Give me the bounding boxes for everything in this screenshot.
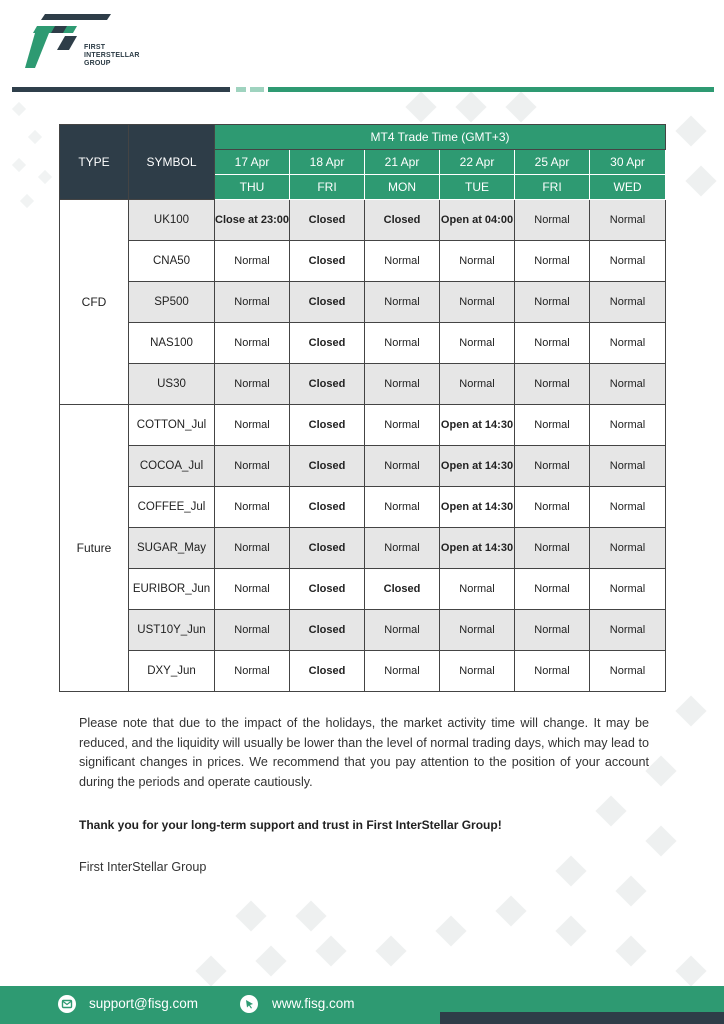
schedule-cell: Closed — [290, 446, 365, 487]
schedule-cell: Normal — [590, 487, 666, 528]
table-row — [60, 200, 666, 241]
header-day: WED — [590, 175, 666, 200]
schedule-cell: Closed — [290, 241, 365, 282]
schedule-cell: Normal — [365, 364, 440, 405]
symbol-cell: UK100 — [129, 200, 215, 241]
header-day: MON — [365, 175, 440, 200]
brand-name — [84, 44, 140, 68]
schedule-cell: Normal — [440, 569, 515, 610]
symbol-cell: COCOA_Jul — [129, 446, 215, 487]
holiday-notice: Please note that due to the impact of the holidays, the market activity time will change. It may be reduced, and the liquidity will usually be lower than the level of normal trading days, which may lead to significant changes in prices. We recommend that you pay attention to the position of your account during the periods and operate cautiously. — [79, 716, 649, 789]
symbol-cell: US30 — [129, 364, 215, 405]
table-row — [60, 610, 666, 651]
header-date: 25 Apr — [515, 150, 590, 175]
schedule-cell: Closed — [365, 200, 440, 241]
schedule-cell: Closed — [290, 610, 365, 651]
type-cell: Future — [60, 405, 129, 692]
schedule-cell: Closed — [290, 200, 365, 241]
schedule-cell: Normal — [515, 446, 590, 487]
schedule-cell: Normal — [365, 323, 440, 364]
footer-website-link[interactable]: www.fisg.com — [272, 996, 355, 1011]
schedule-cell: Closed — [290, 282, 365, 323]
table-row — [60, 487, 666, 528]
schedule-cell: Normal — [590, 528, 666, 569]
header-divider-dark — [12, 87, 230, 92]
table-row — [60, 323, 666, 364]
footer-email-link[interactable]: support@fisg.com — [89, 996, 198, 1011]
schedule-cell: Normal — [440, 610, 515, 651]
schedule-cell: Closed — [365, 569, 440, 610]
header-divider-green — [268, 87, 714, 92]
schedule-cell: Normal — [515, 200, 590, 241]
schedule-cell: Normal — [215, 651, 290, 692]
signature: First InterStellar Group — [79, 860, 207, 874]
table-body — [60, 200, 666, 692]
table-row — [60, 241, 666, 282]
schedule-cell: Normal — [590, 446, 666, 487]
symbol-cell: CNA50 — [129, 241, 215, 282]
table-row — [60, 569, 666, 610]
schedule-cell: Normal — [515, 323, 590, 364]
type-cell: CFD — [60, 200, 129, 405]
schedule-cell: Normal — [590, 610, 666, 651]
schedule-cell: Normal — [215, 446, 290, 487]
schedule-cell: Normal — [365, 282, 440, 323]
schedule-cell: Normal — [515, 610, 590, 651]
header-day: THU — [215, 175, 290, 200]
schedule-cell: Close at 23:00 — [215, 200, 290, 241]
schedule-cell: Normal — [215, 282, 290, 323]
schedule-cell: Normal — [215, 610, 290, 651]
brand-line-3: GROUP — [84, 60, 111, 67]
schedule-cell: Normal — [590, 200, 666, 241]
schedule-cell: Normal — [590, 651, 666, 692]
schedule-cell: Normal — [365, 241, 440, 282]
schedule-cell: Closed — [290, 569, 365, 610]
schedule-cell: Open at 14:30 — [440, 446, 515, 487]
schedule-cell: Normal — [515, 405, 590, 446]
header-symbol: SYMBOL — [129, 125, 215, 200]
schedule-cell: Closed — [290, 528, 365, 569]
schedule-cell: Normal — [515, 651, 590, 692]
schedule-cell: Closed — [290, 487, 365, 528]
schedule-cell: Normal — [215, 528, 290, 569]
symbol-cell: NAS100 — [129, 323, 215, 364]
symbol-cell: SUGAR_May — [129, 528, 215, 569]
schedule-cell: Normal — [215, 364, 290, 405]
brand-line-1: FIRST — [84, 44, 106, 51]
schedule-cell: Normal — [515, 364, 590, 405]
schedule-cell: Normal — [215, 323, 290, 364]
thank-you-message: Thank you for your long-term support and trust in First InterStellar Group! — [79, 818, 502, 832]
symbol-cell: COFFEE_Jul — [129, 487, 215, 528]
symbol-cell: DXY_Jun — [129, 651, 215, 692]
header-date: 18 Apr — [290, 150, 365, 175]
table-row — [60, 364, 666, 405]
header-type: TYPE — [60, 125, 129, 200]
schedule-cell: Normal — [515, 487, 590, 528]
symbol-cell: EURIBOR_Jun — [129, 569, 215, 610]
schedule-cell: Normal — [440, 241, 515, 282]
schedule-cell: Normal — [515, 241, 590, 282]
header-divider-accent — [236, 87, 246, 92]
schedule-cell: Normal — [365, 528, 440, 569]
schedule-cell: Normal — [215, 487, 290, 528]
schedule-cell: Normal — [365, 446, 440, 487]
header-day: FRI — [515, 175, 590, 200]
schedule-cell: Normal — [365, 405, 440, 446]
schedule-cell: Normal — [440, 323, 515, 364]
schedule-cell: Open at 14:30 — [440, 487, 515, 528]
schedule-cell: Normal — [365, 651, 440, 692]
schedule-cell: Normal — [590, 323, 666, 364]
schedule-cell: Closed — [290, 405, 365, 446]
brand-line-2: INTERSTELLAR — [84, 52, 140, 59]
schedule-cell: Normal — [365, 487, 440, 528]
header-divider-accent-2 — [250, 87, 264, 92]
table-row — [60, 651, 666, 692]
schedule-cell: Normal — [215, 405, 290, 446]
symbol-cell: UST10Y_Jun — [129, 610, 215, 651]
schedule-cell: Normal — [440, 651, 515, 692]
schedule-cell: Open at 14:30 — [440, 405, 515, 446]
schedule-cell: Normal — [365, 610, 440, 651]
schedule-cell: Closed — [290, 364, 365, 405]
table-row — [60, 446, 666, 487]
schedule-cell: Normal — [590, 405, 666, 446]
header-date: 17 Apr — [215, 150, 290, 175]
schedule-cell: Normal — [590, 569, 666, 610]
table-row — [60, 528, 666, 569]
table-row — [60, 282, 666, 323]
symbol-cell: COTTON_Jul — [129, 405, 215, 446]
mail-icon — [58, 995, 76, 1013]
header-day: TUE — [440, 175, 515, 200]
schedule-cell: Normal — [590, 282, 666, 323]
header-date: 22 Apr — [440, 150, 515, 175]
header-day: FRI — [290, 175, 365, 200]
schedule-cell: Normal — [590, 364, 666, 405]
cursor-icon — [240, 995, 258, 1013]
schedule-cell: Normal — [515, 569, 590, 610]
schedule-cell: Closed — [290, 651, 365, 692]
schedule-cell: Normal — [590, 241, 666, 282]
footer-accent — [440, 1012, 724, 1024]
schedule-cell: Normal — [215, 241, 290, 282]
schedule-cell: Normal — [215, 569, 290, 610]
trading-schedule-table — [59, 124, 666, 692]
schedule-cell: Normal — [515, 282, 590, 323]
header-date: 21 Apr — [365, 150, 440, 175]
header-trade-time: MT4 Trade Time (GMT+3) — [215, 125, 666, 150]
schedule-cell: Normal — [440, 282, 515, 323]
schedule-cell: Normal — [440, 364, 515, 405]
schedule-cell: Open at 04:00 — [440, 200, 515, 241]
table-row — [60, 405, 666, 446]
schedule-cell: Normal — [515, 528, 590, 569]
schedule-cell: Closed — [290, 323, 365, 364]
symbol-cell: SP500 — [129, 282, 215, 323]
header-date: 30 Apr — [590, 150, 666, 175]
schedule-cell: Open at 14:30 — [440, 528, 515, 569]
